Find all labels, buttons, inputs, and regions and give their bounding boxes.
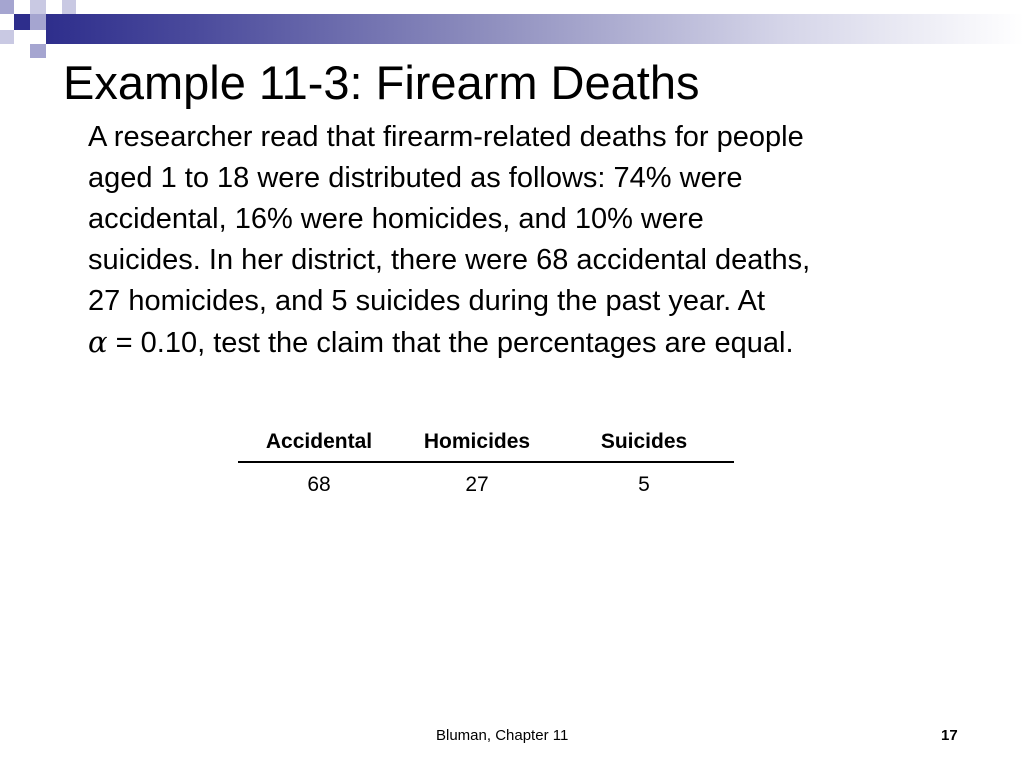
problem-line: accidental, 16% were homicides, and 10% were [88,203,704,235]
table-cell-homicides: 27 [465,473,489,496]
table-row [238,462,734,507]
table-cell-suicides: 5 [638,473,650,496]
column-header-accidental: Accidental [238,423,400,462]
problem-line [88,322,968,364]
column-header-homicides: Homicides [400,423,554,462]
decor-square [30,14,46,30]
alpha-symbol: α [88,325,108,359]
deaths-table [238,423,734,507]
problem-statement [88,117,968,364]
decor-square [14,14,30,30]
slide-title: Example 11-3: Firearm Deaths [63,56,700,109]
title-gradient-bar [46,14,1024,44]
decor-square [0,0,14,14]
problem-line: A researcher read that firearm-related deaths for people [88,121,804,153]
problem-line: 27 homicides, and 5 suicides during the past year. At [88,285,766,317]
decor-square [30,44,46,58]
page-number: 17 [941,727,958,744]
decor-square [0,30,14,44]
table-header-row [238,423,734,462]
table-cell-accidental: 68 [307,473,331,496]
problem-line: suicides. In her district, there were 68 accidental deaths, [88,244,811,276]
problem-line: aged 1 to 18 were distributed as follows: 74% were [88,162,743,194]
column-header-suicides: Suicides [554,423,734,462]
decor-square [62,0,76,14]
decor-square [30,0,46,14]
footer-source: Bluman, Chapter 11 [436,727,569,744]
significance-text: = 0.10, test the claim that the percentages are equal. [107,327,794,359]
